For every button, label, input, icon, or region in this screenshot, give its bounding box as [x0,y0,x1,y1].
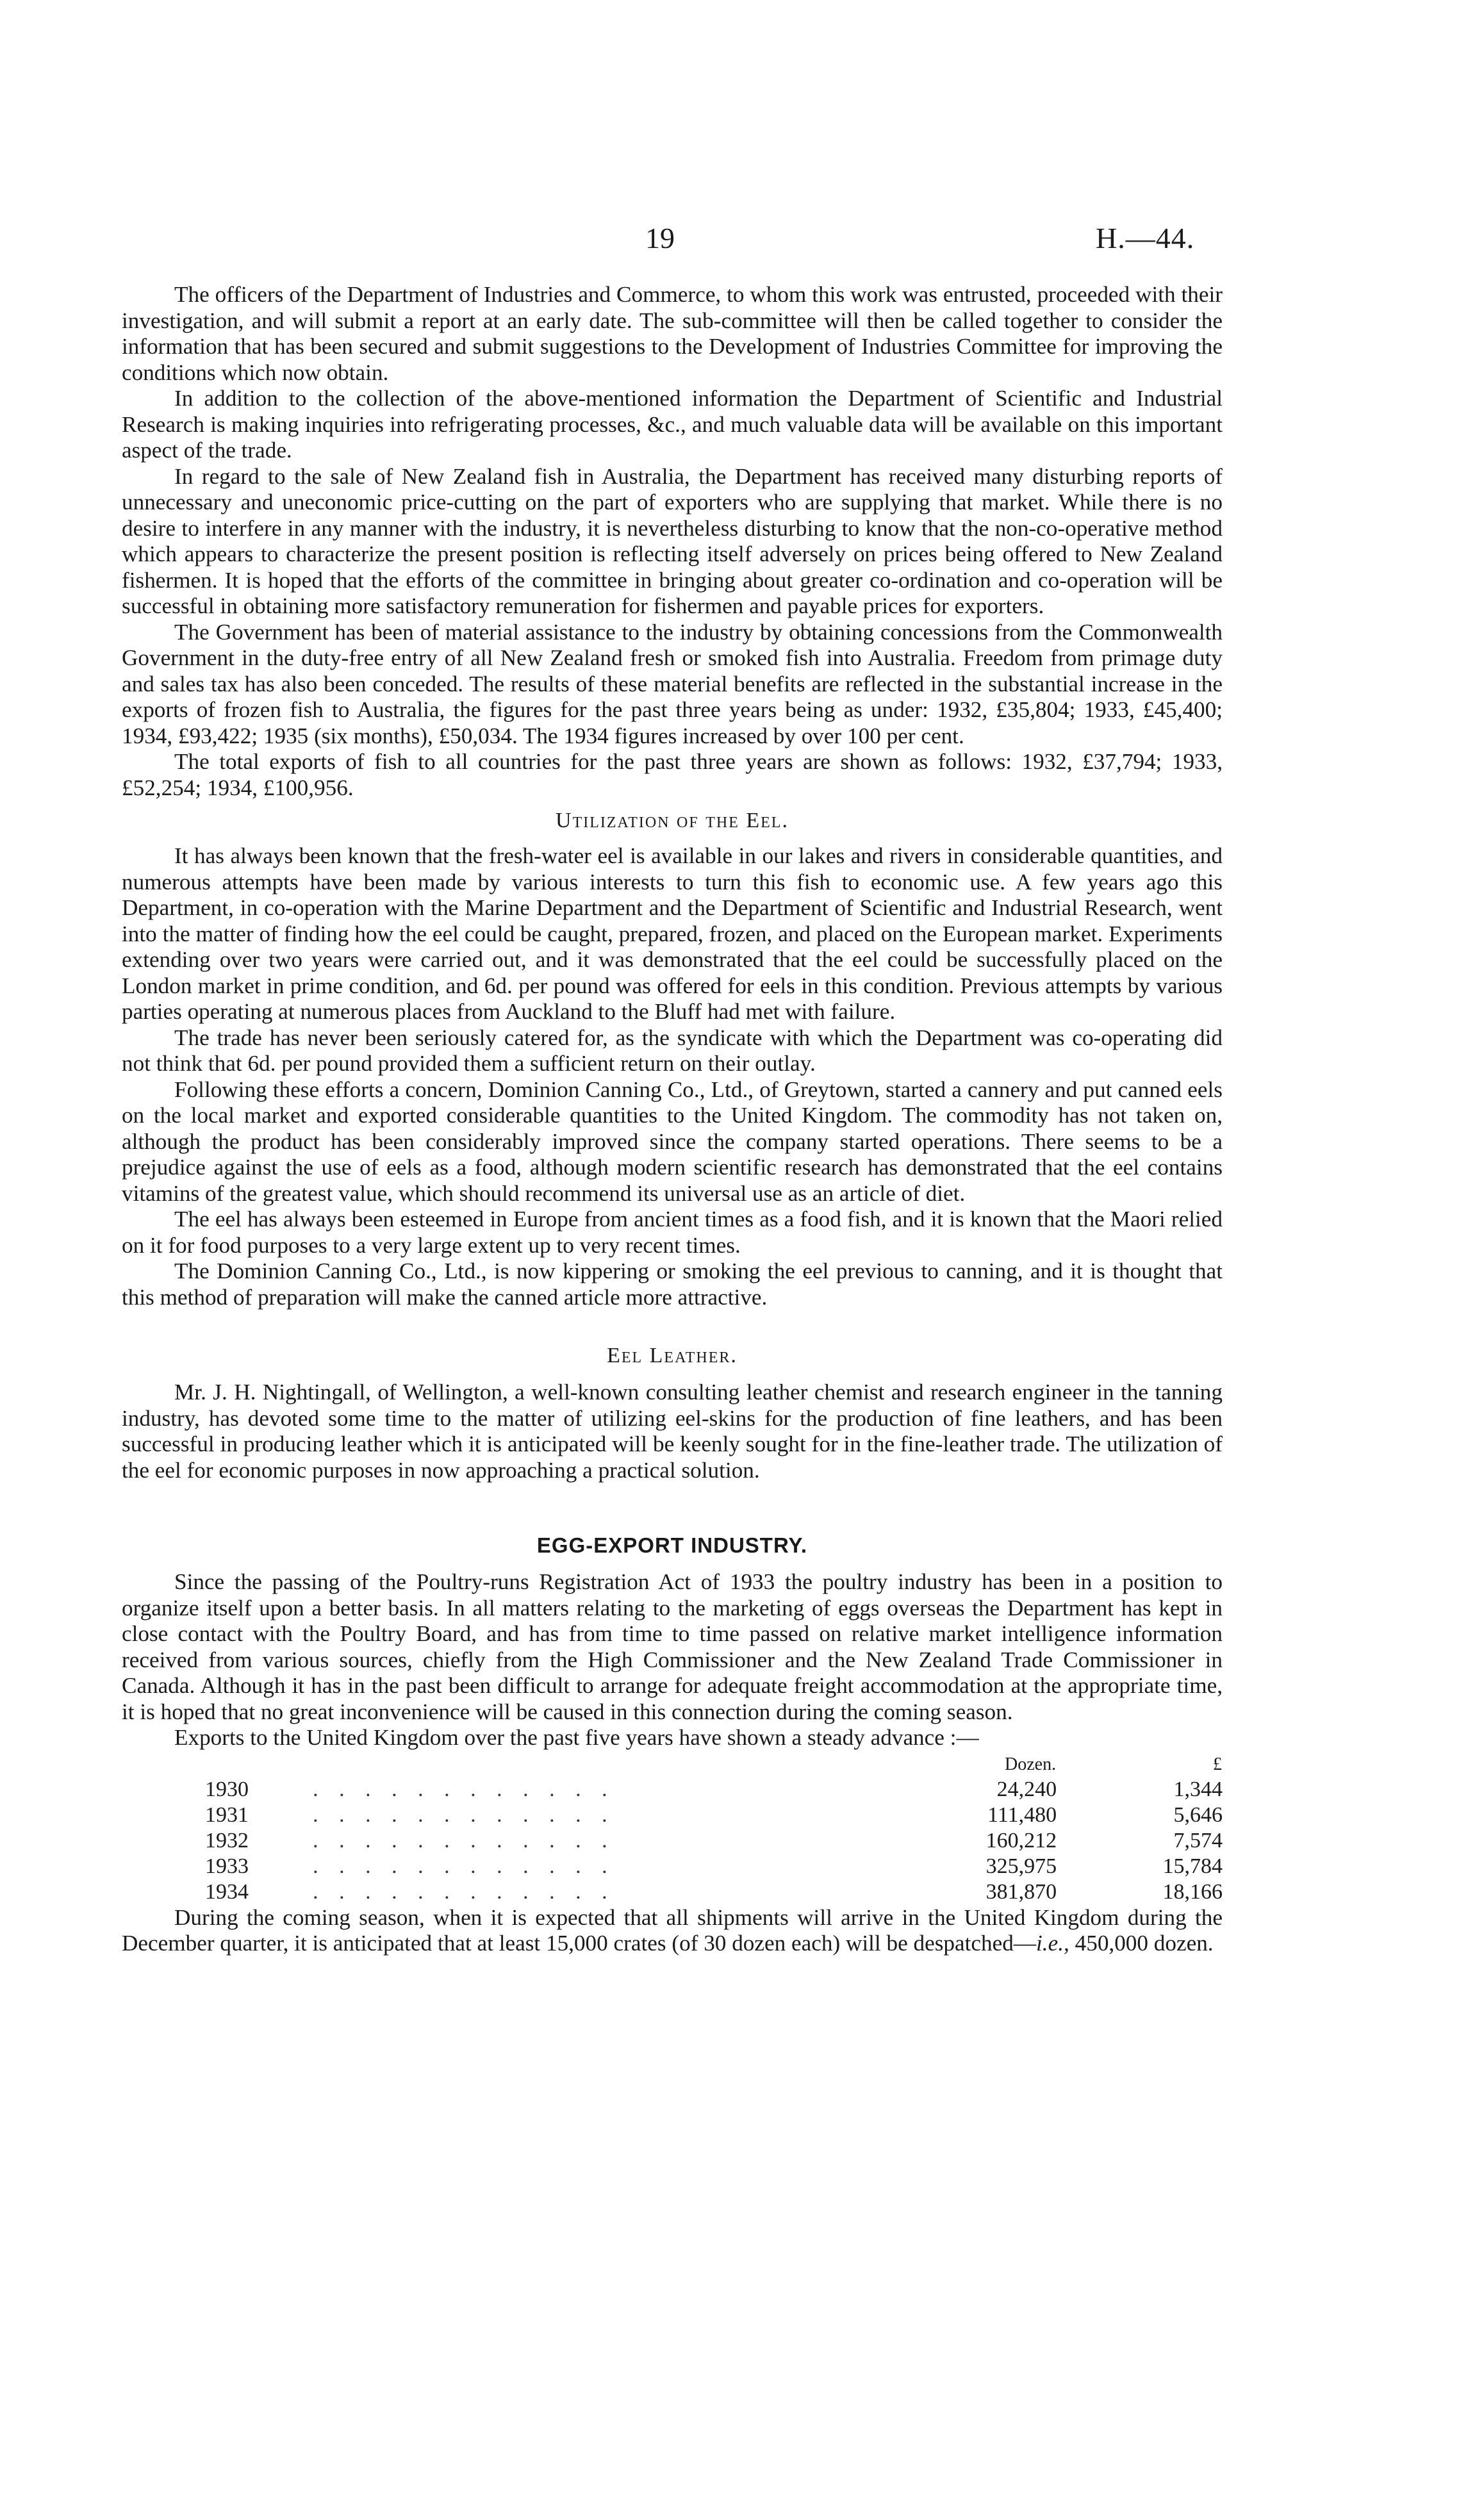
pounds-cell: 15,784 [1162,1854,1223,1878]
body-text [122,282,1223,1957]
dozen-cell: 111,480 [987,1802,1057,1827]
table-row [205,1802,1223,1828]
dozen-cell: 325,975 [985,1854,1057,1878]
year-cell: 1931 [205,1802,249,1827]
table-header-leader [313,1753,909,1777]
closing-paragraph [122,1905,1223,1957]
dot-leader: . . . . . . . . . . . . [313,1777,615,1801]
paragraph: Since the passing of the Poultry-runs Registration Act of 1933 the poultry industry has been in a position to organize itself upon a better basis. In all matters relating to the marketing of eggs overseas the Department has kept in close contact with the Poultry Board, and has from time to time passed on relative market intelligence information received from various sources, chiefly from the High Commissioner and the New Zealand Trade Commissioner in Canada. Although it has in the past been difficult to arrange for adequate freight accommodation at the appropriate time, it is hoped that no great inconvenience will be caused in this connection during the coming season. [122,1569,1223,1724]
egg-exports-table [205,1753,1223,1905]
table-row [205,1828,1223,1854]
paragraph: The total exports of fish to all countries for the past three years are shown as follows: 1932, £37,794; 1933, £52,254; 1934, £100,956. [122,749,1223,800]
dozen-cell: 24,240 [996,1777,1057,1801]
closing-text-end: 450,000 dozen. [1069,1931,1214,1956]
section-heading-egg-export: EGG-EXPORT INDUSTRY. [536,1533,808,1557]
paragraph: In addition to the collection of the above-mentioned information the Department of Scientific and Industrial Research is making inquiries into refrigerating processes, &c., and much valuable data will be available on this important aspect of the trade. [122,386,1223,463]
pounds-cell: 7,574 [1173,1828,1223,1852]
section-heading-utilization-of-eel: Utilization of the Eel. [556,809,789,832]
paragraph: Following these efforts a concern, Dominion Canning Co., Ltd., of Greytown, started a cannery and put canned eels on the local market and exported considerable quantities to the United Kingdom. The commodity has not taken on, although the product has been considerably improved since the company started operations. There seems to be a prejudice against the use of eels as a food, although modern scientific research has demonstrated that the eel contains vitamins of the greatest value, which should recommend its universal use as an article of diet. [122,1076,1223,1206]
table-row [205,1854,1223,1879]
paragraph: The Government has been of material assistance to the industry by obtaining concessions from the Commonwealth Government in the duty-free entry of all New Zealand fresh or smoked fish into Australia. Freedom from primage duty and sales tax has also been conceded. The results of these material benefits are reflected in the substantial increase in the exports of frozen fish to Australia, the figures for the past three years being as under: 1932, £35,804; 1933, £45,400; 1934, £93,422; 1935 (six months), £50,034. The 1934 figures increased by over 100 per cent. [122,619,1223,748]
paragraph: In regard to the sale of New Zealand fish in Australia, the Department has received many disturbing reports of unnecessary and uneconomic price-cutting on the part of exporters who are supplying that market. While there is no desire to interfere in any manner with the industry, it is nevertheless disturbing to know that the non-co-operative method which appears to characterize the present position is reflecting itself adversely on prices being offered to New Zealand fishermen. It is hoped that the efforts of the committee in bringing about greater co-ordination and co-operation will be successful in obtaining more satisfactory remuneration for fishermen and payable prices for exporters. [122,463,1223,618]
paragraph: It has always been known that the fresh-water eel is available in our lakes and rivers in considerable quantities, and numerous attempts have been made by various interests to turn this fish to economic use. A few years ago this Department, in co-operation with the Marine Department and the Department of Scientific and Industrial Research, went into the matter of finding how the eel could be caught, prepared, frozen, and placed on the European market. Experiments extending over two years were carried out, and it was demonstrated that the eel could be successfully placed on the London market in prime condition, and 6d. per pound was offered for eels in this condition. Previous attempts by various parties operating at numerous places from Auckland to the Bluff had met with failure. [122,843,1223,1024]
document-reference: H.—44. [1096,222,1195,254]
table-header-pounds: £ [1213,1754,1222,1774]
table-header-dozen: Dozen. [1005,1754,1057,1774]
closing-italic: i.e., [1036,1931,1069,1956]
dozen-cell: 381,870 [985,1879,1057,1904]
dozen-cell: 160,212 [985,1828,1057,1852]
paragraph: Mr. J. H. Nightingall, of Wellington, a well-known consulting leather chemist and research engineer in the tanning industry, has devoted some time to the matter of utilizing eel-skins for the production of fine leathers, and has been successful in producing leather which it is anticipated will be keenly sought for in the fine-leather trade. The utilization of the eel for economic purposes in now approaching a practical solution. [122,1380,1223,1483]
closing-text: During the coming season, when it is expected that all shipments will arrive in the United Kingdom during the December quarter, it is anticipated that at least 15,000 crates (of 30 dozen each) will be despatched— [122,1904,1223,1956]
year-cell: 1930 [205,1777,249,1801]
dot-leader: . . . . . . . . . . . . [313,1879,615,1904]
year-cell: 1934 [205,1879,249,1904]
pounds-cell: 5,646 [1173,1802,1223,1827]
dot-leader: . . . . . . . . . . . . [313,1828,615,1852]
paragraph: Exports to the United Kingdom over the past five years have shown a steady advance :— [174,1725,979,1750]
paragraph: The officers of the Department of Industries and Commerce, to whom this work was entrusted, proceeded with their investigation, and will submit a report at an early date. The sub-committee will then be called together to consider the information that has been secured and submit suggestions to the Development of Industries Committee for improving the conditions which now obtain. [122,282,1223,385]
paragraph: The eel has always been esteemed in Europe from ancient times as a food fish, and it is known that the Maori relied on it for food purposes to a very large extent up to very recent times. [122,1207,1223,1258]
year-cell: 1933 [205,1854,249,1878]
pounds-cell: 18,166 [1162,1879,1223,1904]
year-cell: 1932 [205,1828,249,1852]
dot-leader: . . . . . . . . . . . . [313,1854,615,1878]
dot-leader: . . . . . . . . . . . . [313,1802,615,1827]
table-header-row [205,1753,1223,1777]
paragraph: The Dominion Canning Co., Ltd., is now kippering or smoking the eel previous to canning, and it is thought that this method of preparation will make the canned article more attractive. [122,1258,1223,1310]
table-header-year [205,1753,313,1777]
table-row [205,1879,1223,1905]
page-number: 19 [645,222,675,254]
pounds-cell: 1,344 [1173,1777,1223,1801]
table-row [205,1777,1223,1802]
paragraph: The trade has never been seriously catered for, as the syndicate with which the Department was co-operating did not think that 6d. per pound provided them a sufficient return on their outlay. [122,1025,1223,1076]
section-heading-eel-leather: Eel Leather. [607,1344,738,1367]
